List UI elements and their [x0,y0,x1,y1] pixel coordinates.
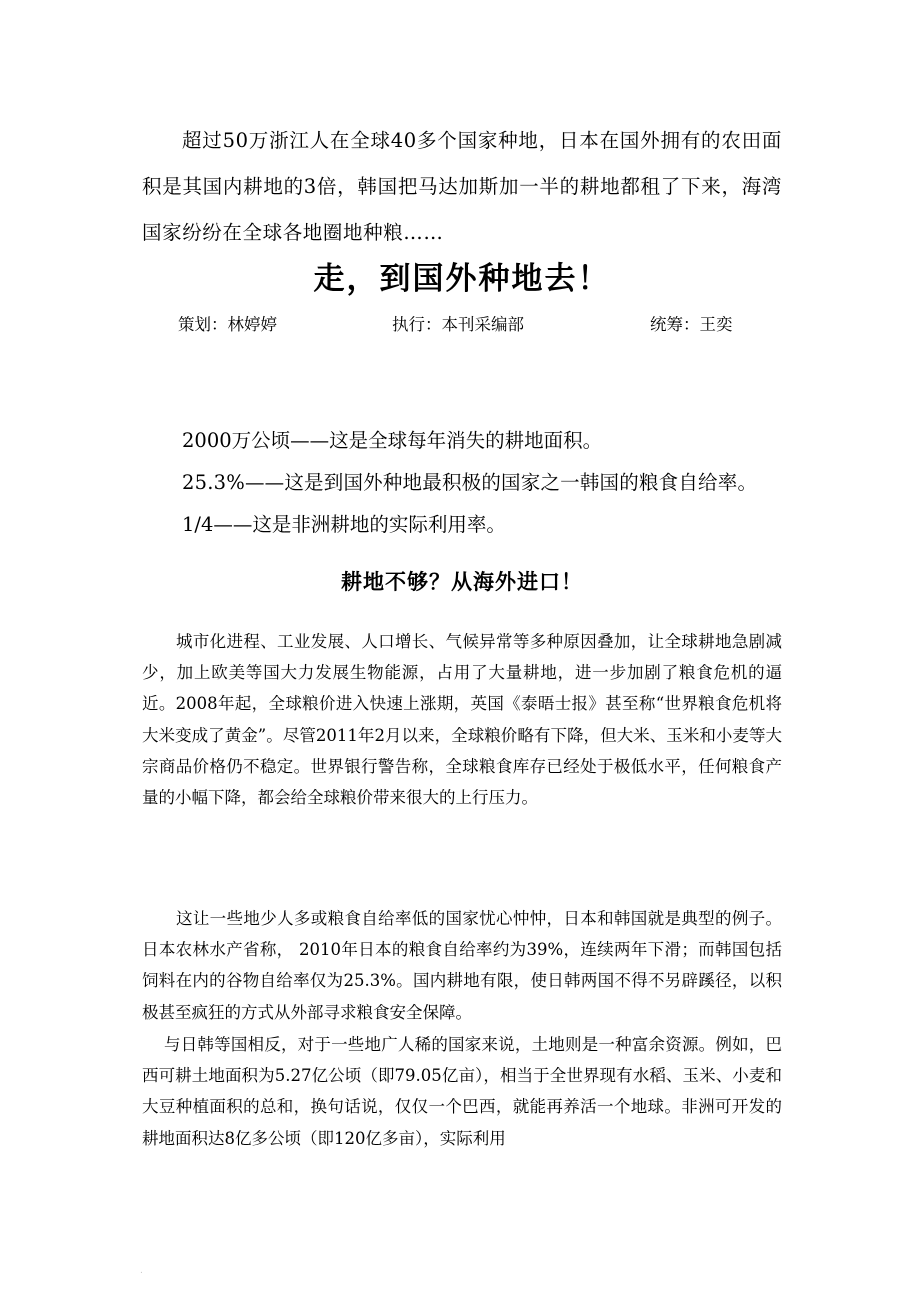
credits-line [178,312,778,338]
key-stats [182,420,822,546]
body-paragraph: 城市化进程、工业发展、人口增长、气候异常等多种原因叠加，让全球耕地急剧减少，加上欧美等国大力发展生物能源，占用了大量耕地，进一步加剧了粮食危机的逼近。2008年起，全球粮价进入快速上涨期，英国《泰晤士报》甚至称“世界粮食危机将大米变成了黄金”。尽管2011年2月以来，全球粮价略有下降，但大米、玉米和小麦等大宗商品价格仍不稳定。世界银行警告称，全球粮食库存已经处于极低水平，任何粮食产量的小幅下降，都会给全球粮价带来很大的上行压力。 [142,632,782,808]
body-paragraph: 与日韩等国相反，对于一些地广人稀的国家来说，土地则是一种富余资源。例如，巴西可耕土地面积为5.27亿公顷（即79.05亿亩），相当于全世界现有水稻、玉米、小麦和大豆种植面积的总和，换句话说，仅仅一个巴西，就能再养活一个地球。非洲可开发的耕地面积达8亿多公顷（即120亿多亩），实际利用 [142,1035,782,1148]
stat-line: 1/4——这是非洲耕地的实际利用率。 [182,513,506,536]
page-footer-mark: . [140,1266,143,1276]
stat-line: 25.3%——这是到国外种地最积极的国家之一韩国的粮食自给率。 [182,471,758,494]
article-title: 走，到国外种地去！ [313,261,611,297]
credit-coordinator: 统筹：王奕 [650,315,733,334]
lead-paragraph: 超过50万浙江人在全球40多个国家种地，日本在国外拥有的农田面积是其国内耕地的3倍，韩国把马达加斯加一半的耕地都租了下来，海湾国家纷纷在全球各地圈地种粮…… [142,129,782,244]
section-heading: 耕地不够？从海外进口！ [341,570,583,594]
credit-executor: 执行：本刊采编部 [392,315,524,334]
body-paragraph: 这让一些地少人多或粮食自给率低的国家忧心忡忡，日本和韩国就是典型的例子。日本农林水产省称， 2010年日本的粮食自给率约为39%，连续两年下滑；而韩国包括饲料在内的谷物自给率仅为25.3%。国内耕地有限，使日韩两国不得不另辟蹊径，以积极甚至疯狂的方式从外部寻求粮食安全保障。 [142,909,782,1022]
stat-line: 2000万公顷——这是全球每年消失的耕地面积。 [182,429,603,452]
credit-planner: 策划：林婷婷 [178,315,277,334]
